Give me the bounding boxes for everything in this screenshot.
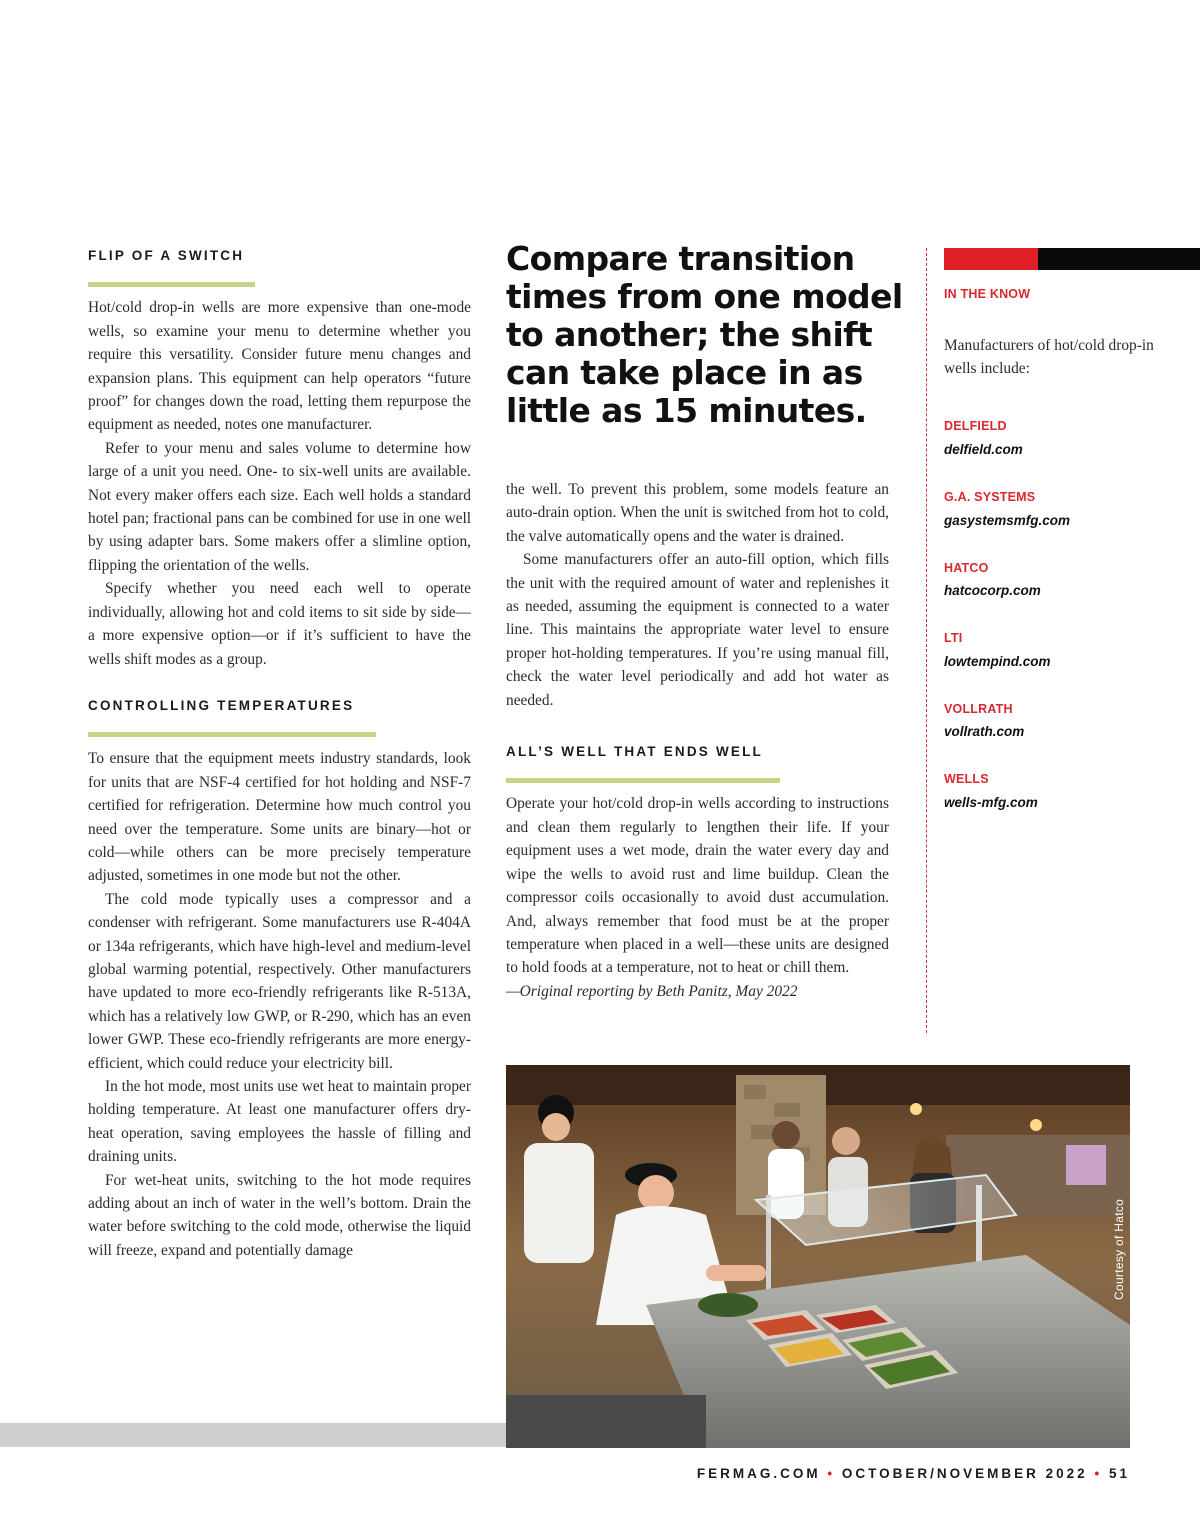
paragraph: Operate your hot/cold drop-in wells according to instructions and clean them regularly to lengthen their life. If your equipment uses a wet mode, drain the water every day and wipe the wells to avoid rust and lime buildup. Clean the compressor coils occasionally to avoid dust accumulation. And, always remember that food must be at the proper temperature when placed in a well—these units are designed to hold foods at a temperature, not to heat or chill them. — [506, 795, 889, 977]
sidebar-intro: Manufacturers of hot/cold drop-in wells include: — [944, 337, 1154, 378]
paragraph: Specify whether you need each well to operate individually, allowing hot and cold items to sit side by side—a more expensive option—or if it’s sufficient to have the wells shift modes as a group. — [88, 580, 471, 668]
section-heading-controlling: CONTROLLING TEMPERATURES — [88, 697, 355, 713]
photo-cafeteria-serving-line — [506, 1065, 1130, 1448]
paragraph: To ensure that the equipment meets industry standards, look for units that are NSF-4 certified for hot holding and NSF-7 certified for refrigeration. Determine how much control you need over the temperature. Some units are binary—hot or cold—while others can be more precisely temperature adjusted, sometimes in one mode but not the other. — [88, 750, 471, 885]
section-rule — [88, 732, 376, 737]
byline: —Original reporting by Beth Panitz, May 2022 — [506, 982, 798, 1000]
manufacturer-url[interactable]: delfield.com — [944, 442, 1023, 457]
manufacturer-url[interactable]: wells-mfg.com — [944, 795, 1038, 810]
manufacturer-name: VOLLRATH — [944, 702, 1013, 716]
sidebar-accent-bar — [1038, 248, 1200, 270]
pull-quote: Compare transition times from one model to another; the shift can take place in as little as 15 minutes. — [506, 239, 903, 430]
middle-column — [506, 478, 889, 1003]
photo-credit: Courtesy of Hatco — [1112, 1198, 1126, 1300]
paragraph: The cold mode typically uses a compressor and a condenser with refrigerant. Some manufacturers use R-404A or 134a refrigerants, which have high-level and medium-level global warming potential, respectively. Other manufacturers have updated to more eco-friendly refrigerants like R-513A, which has a relatively low GWP, or R-290, which has an even lower GWP. These eco-friendly refrigerants are more energy-efficient, which could reduce your electricity bill. — [88, 890, 471, 1072]
manufacturer-name: DELFIELD — [944, 419, 1007, 433]
page-number: 51 — [1108, 1466, 1130, 1481]
sidebar-title: IN THE KNOW — [944, 287, 1031, 301]
paragraph: Hot/cold drop-in wells are more expensive than one-mode wells, so examine your menu to determine whether you require this versatility. Consider future menu changes and expansion plans. This equipment can help operators “future proof” for changes down the road, letting them repurpose the equipment as needed, notes one manufacturer. — [88, 299, 471, 434]
footer-separator: • — [827, 1466, 836, 1481]
section-heading-flip: FLIP OF A SWITCH — [88, 248, 245, 263]
manufacturer-name: HATCO — [944, 561, 989, 575]
footer-site[interactable]: FERMAG.COM — [696, 1466, 821, 1481]
manufacturer-url[interactable]: vollrath.com — [944, 724, 1025, 739]
footer-separator: • — [1094, 1466, 1103, 1481]
left-column — [88, 244, 471, 1262]
paragraph: the well. To prevent this problem, some models feature an auto-drain option. When the unit is switched from hot to cold, the valve automatically opens and the water is drained. — [506, 481, 889, 545]
decorative-band — [0, 1423, 506, 1447]
manufacturer-name: LTI — [944, 631, 963, 645]
section-heading-alls-well: ALL’S WELL THAT ENDS WELL — [506, 744, 763, 760]
manufacturer-name: G.A. SYSTEMS — [944, 490, 1036, 504]
paragraph: In the hot mode, most units use wet heat to maintain proper holding temperature. At least one manufacturer offers dry-heat operation, saving employees the hassle of filling and draining units. — [88, 1078, 471, 1166]
manufacturer-url[interactable]: hatcocorp.com — [944, 583, 1041, 598]
section-rule — [88, 282, 255, 287]
paragraph: Refer to your menu and sales volume to determine how large of a unit you need. One- to six-well units are available. Not every maker offers each size. Each well holds a standard hotel pan; fractional pans can be combined for use in one well by using adapter bars. Some makers offer a slimline option, flipping the orientation of the wells. — [88, 439, 471, 574]
manufacturer-name: WELLS — [944, 772, 989, 786]
page-footer — [697, 1466, 1130, 1481]
manufacturer-url[interactable]: lowtempind.com — [944, 654, 1051, 669]
photo-illustration — [506, 1065, 1130, 1448]
paragraph: For wet-heat units, switching to the hot mode requires adding about an inch of water in the well’s bottom. Drain the water before switching to the cold mode, otherwise the liquid will freeze, expand and potentially damage — [88, 1171, 471, 1259]
manufacturer-url[interactable]: gasystemsmfg.com — [944, 513, 1071, 528]
paragraph: Some manufacturers offer an auto-fill option, which fills the unit with the required amount of water and replenishes it as needed, assuming the equipment is connected to a water line. This maintains the appropriate water level to ensure proper hot-holding temperatures. If you’re using manual fill, check the water level periodically and add hot water as needed. — [506, 551, 889, 709]
sidebar-accent-bar — [944, 248, 1038, 270]
footer-issue: OCTOBER/NOVEMBER 2022 — [841, 1466, 1088, 1481]
section-rule — [506, 778, 780, 783]
